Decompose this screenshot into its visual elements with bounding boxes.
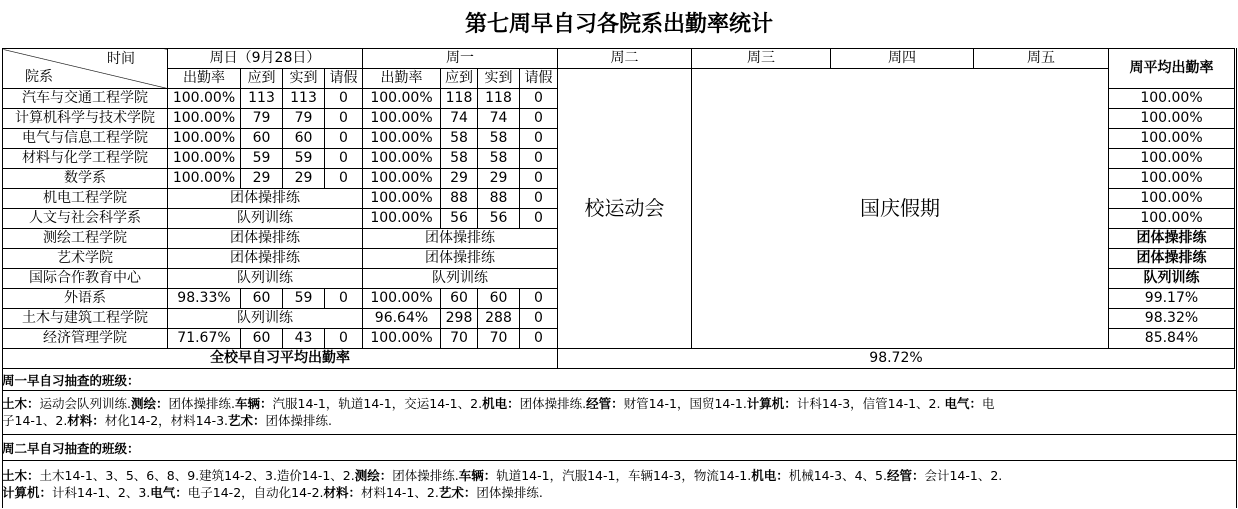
monday-expected-cell: 60 [441, 289, 478, 309]
monday-expected-cell: 298 [441, 309, 478, 329]
divider [2, 434, 1236, 435]
monday-actual-cell: 56 [478, 209, 520, 229]
sunday-expected-cell: 60 [241, 129, 283, 149]
monday-rate-cell: 96.64% [363, 309, 441, 329]
sunday-rate-cell: 100.00% [168, 89, 241, 109]
corner-time-label: 时间 [107, 51, 135, 67]
class-list: 团体操排练. [392, 468, 459, 483]
class-list: 团体操排练. [476, 485, 543, 500]
dept-cell: 数学系 [3, 169, 168, 189]
sunday-rate-cell: 71.67% [168, 329, 241, 349]
monday-leave-cell: 0 [520, 89, 558, 109]
class-list: 轨道14-1，汽服14-1，车辆14-3，物流14-1. [496, 468, 752, 483]
class-list: 团体操排练. [168, 396, 235, 411]
monday-leave-cell: 0 [520, 309, 558, 329]
monday-leave-cell: 0 [520, 289, 558, 309]
dept-tag: 电气： [944, 396, 982, 411]
sunday-leave-cell: 0 [325, 89, 363, 109]
sunday-expected-cell: 29 [241, 169, 283, 189]
left-border [2, 48, 3, 508]
sub-header: 出勤率 [363, 69, 441, 89]
sunday-actual-cell: 113 [283, 89, 325, 109]
dept-tag: 土木： [2, 468, 40, 483]
monday-actual-cell: 74 [478, 109, 520, 129]
monday-leave-cell: 0 [520, 169, 558, 189]
sunday-leave-cell: 0 [325, 329, 363, 349]
sunday-expected-cell: 60 [241, 329, 283, 349]
sub-header: 应到 [241, 69, 283, 89]
sunday-rate-cell: 100.00% [168, 109, 241, 129]
monday-actual-cell: 58 [478, 149, 520, 169]
dept-cell: 人文与社会科学系 [3, 209, 168, 229]
dept-tag: 计算机： [746, 396, 797, 411]
monday-actual-cell: 60 [478, 289, 520, 309]
dept-cell: 经济管理学院 [3, 329, 168, 349]
dept-cell: 机电工程学院 [3, 189, 168, 209]
sunday-activity-cell: 队列训练 [168, 269, 363, 289]
divider [2, 460, 1236, 461]
dept-tag: 经管： [886, 468, 925, 483]
sunday-leave-cell: 0 [325, 109, 363, 129]
dept-tag: 材料： [67, 413, 105, 428]
class-list: 会计14-1、2. [924, 468, 1003, 483]
dept-tag: 测绘： [131, 396, 169, 411]
sunday-expected-cell: 113 [241, 89, 283, 109]
sunday-activity-cell: 团体操排练 [168, 189, 363, 209]
class-list: 团体操排练. [519, 396, 587, 411]
dept-cell: 计算机科学与技术学院 [3, 109, 168, 129]
wednesday-header: 周三 [692, 49, 831, 69]
weekly-avg-cell: 队列训练 [1109, 269, 1235, 289]
weekly-avg-cell: 98.32% [1109, 309, 1235, 329]
monday-rate-cell: 100.00% [363, 289, 441, 309]
tuesday-note: 校运动会 [558, 69, 692, 349]
sunday-actual-cell: 29 [283, 169, 325, 189]
monday-rate-cell: 100.00% [363, 109, 441, 129]
monday-activity-cell: 团体操排练 [363, 229, 558, 249]
class-list: 汽服14-1，轨道14-1，交运14-1、2. [272, 396, 483, 411]
tuesday-header: 周二 [558, 49, 692, 69]
dept-cell: 汽车与交通工程学院 [3, 89, 168, 109]
weekly-avg-cell: 团体操排练 [1109, 229, 1235, 249]
weekly-avg-header: 周平均出勤率 [1109, 49, 1235, 89]
sunday-leave-cell: 0 [325, 289, 363, 309]
tuesday-check-line-2 [2, 484, 1234, 501]
monday-actual-cell: 288 [478, 309, 520, 329]
monday-expected-cell: 29 [441, 169, 478, 189]
sunday-expected-cell: 60 [241, 289, 283, 309]
sunday-actual-cell: 60 [283, 129, 325, 149]
class-list: 子14-1、2. [2, 413, 68, 428]
monday-rate-cell: 100.00% [363, 329, 441, 349]
dept-cell: 土木与建筑工程学院 [3, 309, 168, 329]
class-list: 材料14-1、2. [361, 485, 439, 500]
monday-rate-cell: 100.00% [363, 89, 441, 109]
right-border [1236, 48, 1237, 508]
sub-header: 实到 [283, 69, 325, 89]
weekly-avg-cell: 100.00% [1109, 189, 1235, 209]
monday-check-line-1 [2, 395, 1234, 412]
monday-check-line-2 [2, 412, 1234, 429]
weekly-avg-cell: 100.00% [1109, 169, 1235, 189]
sunday-header: 周日（9月28日） [168, 49, 363, 69]
monday-expected-cell: 58 [441, 149, 478, 169]
monday-expected-cell: 70 [441, 329, 478, 349]
monday-expected-cell: 88 [441, 189, 478, 209]
dept-tag: 机电： [751, 468, 789, 483]
monday-leave-cell: 0 [520, 209, 558, 229]
monday-expected-cell: 118 [441, 89, 478, 109]
sub-header: 出勤率 [168, 69, 241, 89]
dept-tag: 土木： [2, 396, 40, 411]
dept-tag: 计算机： [2, 485, 53, 500]
class-list: 机械14-3、4、5. [788, 468, 887, 483]
class-list: 团体操排练. [265, 413, 333, 428]
sunday-rate-cell: 100.00% [168, 129, 241, 149]
sunday-rate-cell: 100.00% [168, 169, 241, 189]
dept-cell: 测绘工程学院 [3, 229, 168, 249]
monday-activity-cell: 团体操排练 [363, 249, 558, 269]
weekly-avg-cell: 100.00% [1109, 209, 1235, 229]
class-list: 土木14-1、3、5、6、8、9.建筑14-2、3.造价14-1、2. [39, 468, 355, 483]
monday-header: 周一 [363, 49, 558, 69]
monday-rate-cell: 100.00% [363, 149, 441, 169]
attendance-table [2, 48, 1235, 369]
monday-rate-cell: 100.00% [363, 169, 441, 189]
corner-dept-label: 院系 [25, 69, 53, 85]
weekly-avg-cell: 99.17% [1109, 289, 1235, 309]
sub-header: 实到 [478, 69, 520, 89]
sunday-rate-cell: 98.33% [168, 289, 241, 309]
weekly-avg-cell: 100.00% [1109, 149, 1235, 169]
school-average-label: 全校早自习平均出勤率 [3, 349, 558, 369]
tuesday-check-line-1 [2, 467, 1234, 484]
dept-tag: 经管： [586, 396, 624, 411]
dept-tag: 测绘： [354, 468, 393, 483]
sunday-actual-cell: 59 [283, 289, 325, 309]
dept-tag: 车辆： [458, 468, 497, 483]
sunday-actual-cell: 79 [283, 109, 325, 129]
dept-tag: 艺术： [438, 485, 477, 500]
monday-actual-cell: 58 [478, 129, 520, 149]
sunday-expected-cell: 59 [241, 149, 283, 169]
monday-expected-cell: 74 [441, 109, 478, 129]
weekly-avg-cell: 100.00% [1109, 109, 1235, 129]
monday-leave-cell: 0 [520, 149, 558, 169]
monday-leave-cell: 0 [520, 109, 558, 129]
class-list: 财管14-1，国贸14-1. [623, 396, 747, 411]
weekly-avg-cell: 100.00% [1109, 129, 1235, 149]
sunday-actual-cell: 59 [283, 149, 325, 169]
dept-cell: 电气与信息工程学院 [3, 129, 168, 149]
class-list: 电 [981, 396, 995, 411]
friday-header: 周五 [974, 49, 1109, 69]
sunday-rate-cell: 100.00% [168, 149, 241, 169]
class-list: 计科14-3，信管14-1、2. [796, 396, 945, 411]
corner-header [3, 49, 168, 89]
monday-leave-cell: 0 [520, 329, 558, 349]
sunday-leave-cell: 0 [325, 169, 363, 189]
school-average-value: 98.72% [558, 349, 1235, 369]
class-list: 材化14-2，材料14-3. [104, 413, 229, 428]
sunday-activity-cell: 队列训练 [168, 309, 363, 329]
class-list: 运动会队列训练. [39, 396, 131, 411]
dept-cell: 材料与化学工程学院 [3, 149, 168, 169]
sheet-title: 第七周早自习各院系出勤率统计 [464, 12, 773, 37]
sunday-activity-cell: 队列训练 [168, 209, 363, 229]
sunday-expected-cell: 79 [241, 109, 283, 129]
monday-check-heading: 周一早自习抽查的班级： [2, 373, 140, 388]
sunday-leave-cell: 0 [325, 149, 363, 169]
tuesday-check-heading: 周二早自习抽查的班级： [2, 441, 140, 456]
monday-expected-cell: 58 [441, 129, 478, 149]
weekly-avg-cell: 团体操排练 [1109, 249, 1235, 269]
dept-tag: 艺术： [228, 413, 266, 428]
monday-actual-cell: 88 [478, 189, 520, 209]
sub-header: 请假 [325, 69, 363, 89]
dept-cell: 艺术学院 [3, 249, 168, 269]
holiday-note: 国庆假期 [692, 69, 1109, 349]
sub-header: 请假 [520, 69, 558, 89]
weekly-avg-cell: 85.84% [1109, 329, 1235, 349]
monday-rate-cell: 100.00% [363, 209, 441, 229]
dept-tag: 电气： [150, 485, 188, 500]
weekly-avg-cell: 100.00% [1109, 89, 1235, 109]
sunday-activity-cell: 团体操排练 [168, 249, 363, 269]
class-list: 电子14-2，自动化14-2. [187, 485, 324, 500]
monday-rate-cell: 100.00% [363, 129, 441, 149]
sunday-activity-cell: 团体操排练 [168, 229, 363, 249]
dept-cell: 国际合作教育中心 [3, 269, 168, 289]
dept-tag: 材料： [323, 485, 362, 500]
divider [2, 390, 1236, 391]
monday-leave-cell: 0 [520, 129, 558, 149]
monday-rate-cell: 100.00% [363, 189, 441, 209]
monday-actual-cell: 29 [478, 169, 520, 189]
sub-header: 应到 [441, 69, 478, 89]
sunday-actual-cell: 43 [283, 329, 325, 349]
monday-actual-cell: 70 [478, 329, 520, 349]
thursday-header: 周四 [831, 49, 974, 69]
dept-cell: 外语系 [3, 289, 168, 309]
sunday-leave-cell: 0 [325, 129, 363, 149]
monday-actual-cell: 118 [478, 89, 520, 109]
dept-tag: 机电： [482, 396, 520, 411]
monday-activity-cell: 队列训练 [363, 269, 558, 289]
class-list: 计科14-1、2、3. [52, 485, 151, 500]
dept-tag: 车辆： [235, 396, 273, 411]
school-average-row [3, 349, 1235, 369]
monday-expected-cell: 56 [441, 209, 478, 229]
monday-leave-cell: 0 [520, 189, 558, 209]
